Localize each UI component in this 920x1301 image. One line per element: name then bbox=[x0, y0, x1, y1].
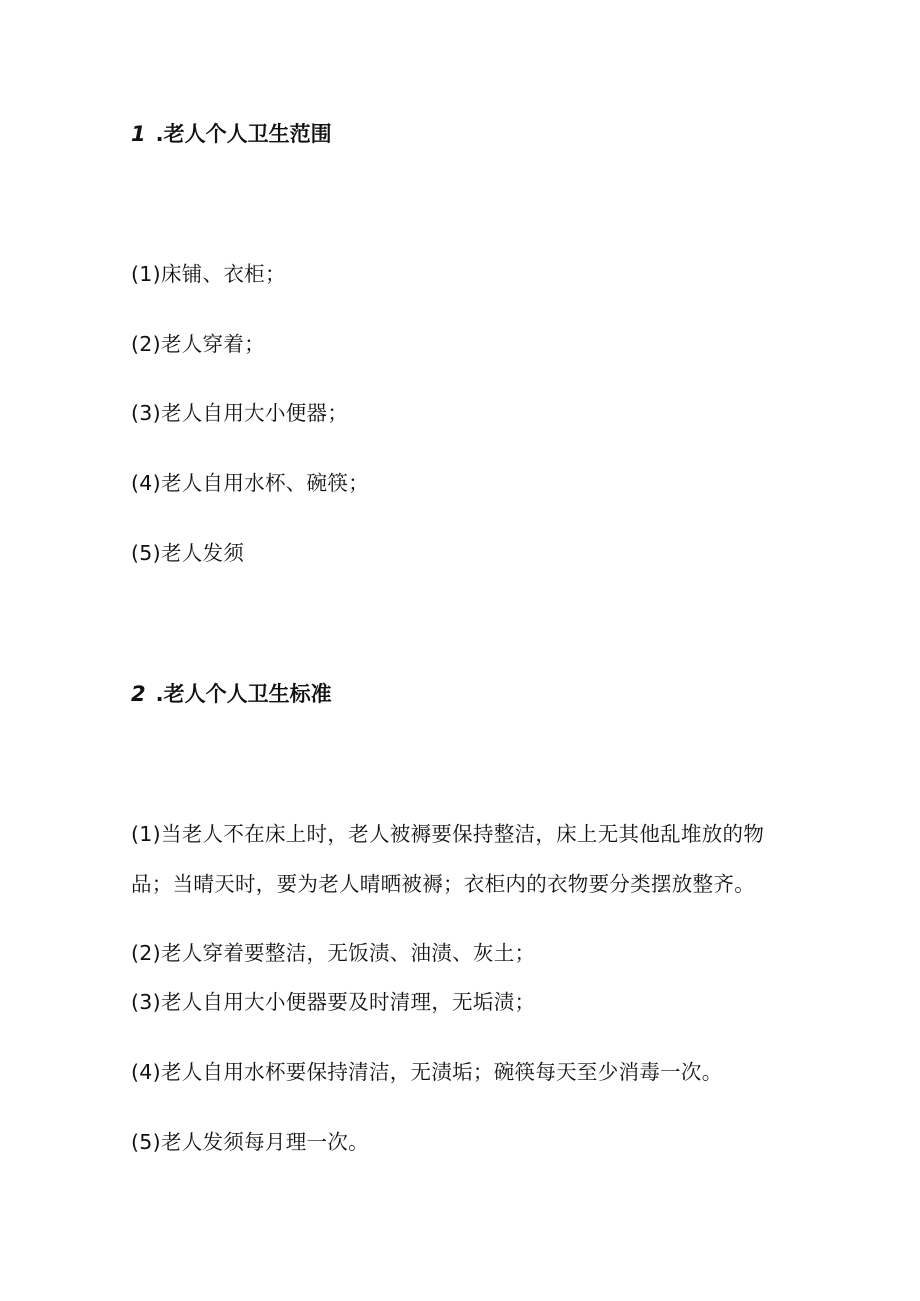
section-2-line-6: (5)老人发须每月理一次。 bbox=[131, 1130, 369, 1154]
section-1-item-3: (3)老人自用大小便器； bbox=[131, 401, 349, 425]
section-2-line-5: (4)老人自用水杯要保持清洁，无渍垢；碗筷每天至少消毒一次。 bbox=[131, 1060, 723, 1084]
section-1-title: .老人个人卫生范围 bbox=[155, 122, 332, 146]
section-2-title: .老人个人卫生标准 bbox=[155, 682, 332, 706]
section-1-heading bbox=[131, 120, 332, 148]
section-1-item-5: (5)老人发须 bbox=[131, 541, 245, 565]
section-2-line-2: 品；当晴天时，要为老人晴晒被褥；衣柜内的衣物要分类摆放整齐。 bbox=[131, 872, 755, 896]
section-1-item-4: (4)老人自用水杯、碗筷； bbox=[131, 471, 369, 495]
section-1-item-2: (2)老人穿着； bbox=[131, 332, 265, 356]
section-2-line-3: (2)老人穿着要整洁，无饭渍、油渍、灰土； bbox=[131, 941, 536, 965]
section-1-item-1: (1)床铺、衣柜； bbox=[131, 262, 286, 286]
section-1-number: 1 bbox=[131, 122, 146, 146]
section-2-number: 2 bbox=[131, 682, 146, 706]
section-2-line-1: (1)当老人不在床上时，老人被褥要保持整洁，床上无其他乱堆放的物 bbox=[131, 822, 765, 846]
section-2-line-4: (3)老人自用大小便器要及时清理，无垢渍； bbox=[131, 990, 536, 1014]
section-2-heading bbox=[131, 680, 332, 708]
